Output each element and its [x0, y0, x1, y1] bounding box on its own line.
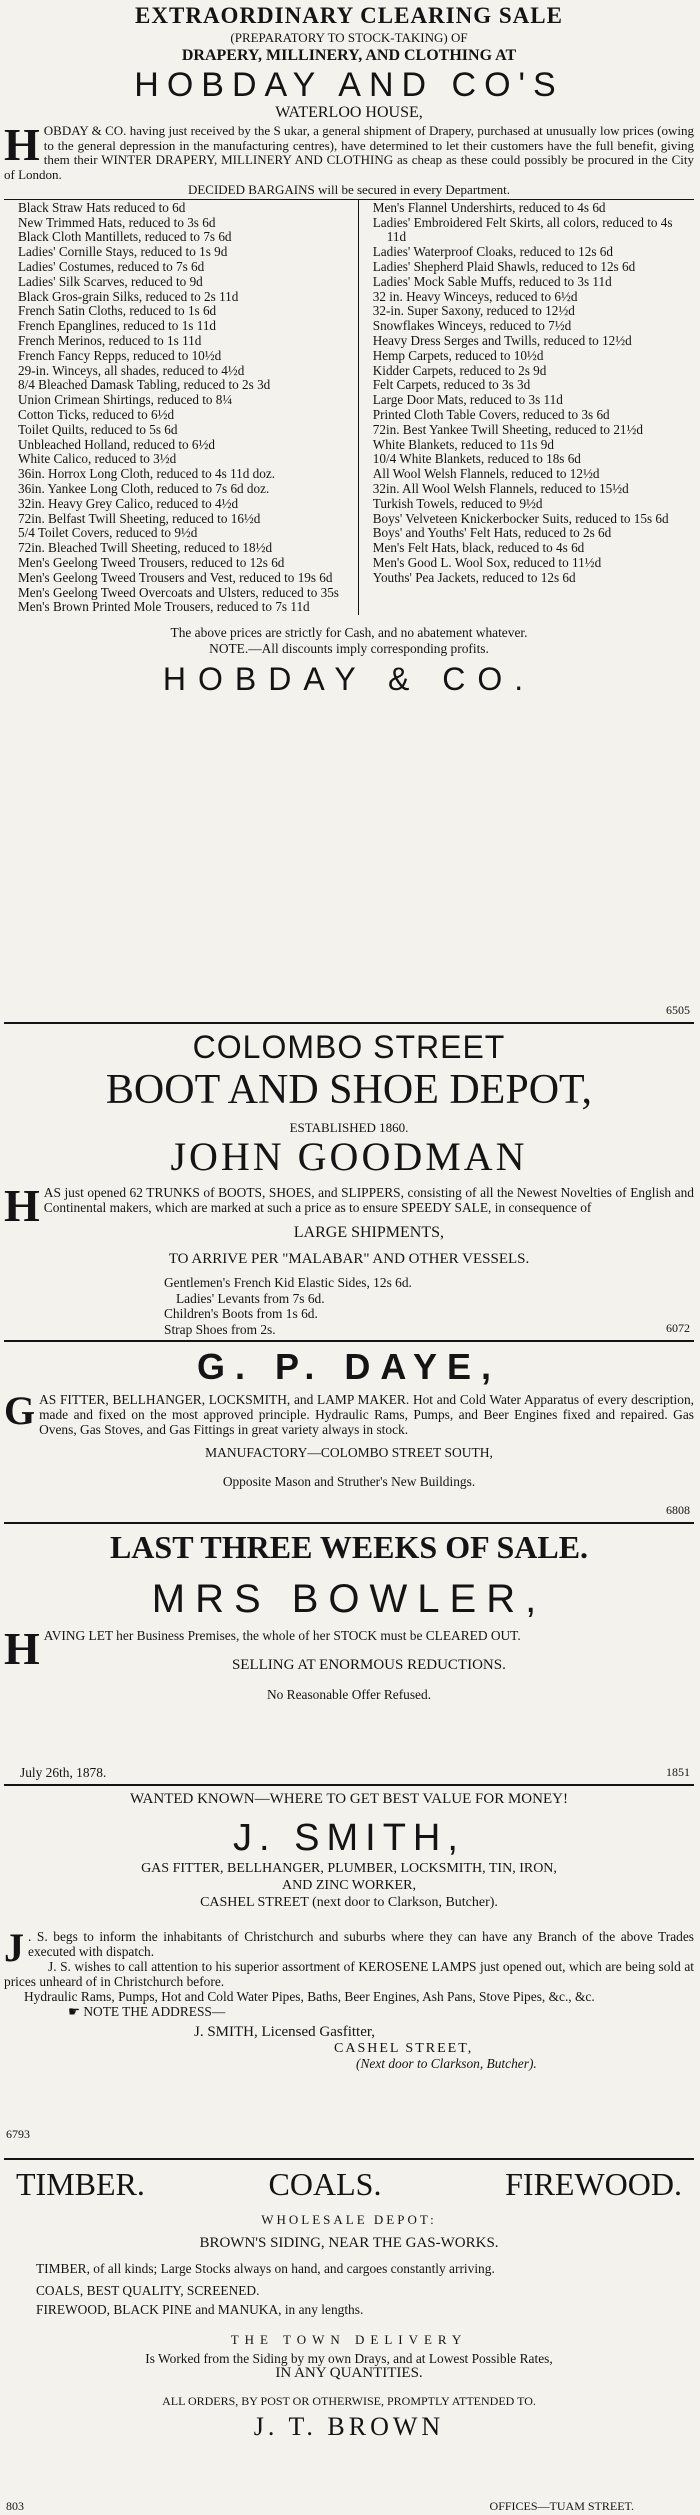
- daye-manufactory: MANUFACTORY—COLOMBO STREET SOUTH,: [205, 1445, 493, 1460]
- hobday-intro-paragraph: [4, 119, 694, 182]
- daye-text: AS FITTER, BELLHANGER, LOCKSMITH, and LAMP MAKER. Hot and Cold Water Apparatus of every description, made and fixed on the most approved principle. Hydraulic Rams, Pumps, and Beer Engines fixed and repaired. Gas Ovens, Gas Stoves, and Gas Fittings in great variety always in stock.: [39, 1392, 694, 1437]
- hobday-note: NOTE.—All discounts imply corresponding profits.: [209, 640, 489, 656]
- price-list-item: Hemp Carpets, reduced to 10½d: [372, 347, 544, 363]
- hobday-bargains-line: DECIDED BARGAINS will be secured in every Department.: [187, 182, 511, 198]
- bowler-date: July 26th, 1878.: [20, 1764, 107, 1780]
- boot-depot-title: BOOT AND SHOE DEPOT,: [105, 1067, 593, 1113]
- boot-established: ESTABLISHED 1860.: [289, 1120, 409, 1135]
- price-list-item: Black Straw Hats reduced to 6d: [18, 199, 186, 215]
- hobday-price-columns: [4, 199, 694, 615]
- daye-paragraph: [4, 1388, 694, 1437]
- hobday-right-price-list: [359, 200, 694, 615]
- daye-drop-capital: G: [4, 1388, 36, 1433]
- price-list-item: White Calico, reduced to 3½d: [18, 451, 177, 467]
- daye-reference-number: 6808: [666, 1502, 690, 1517]
- hobday-intro-text: OBDAY & CO. having just received by the S ukar, a general shipment of Drapery, purchased at unusually low prices (owing to the general depression in the manufacturing centres), have determined to let their customers have the full benefit, giving them their WINTER DRAPERY, MILLINERY AND CLOTHING as cheap as these could possibly be procured in the City of London.: [4, 123, 694, 182]
- price-list-item: French Satin Cloths, reduced to 1s 6d: [18, 303, 217, 319]
- price-list-item: Unbleached Holland, reduced to 6½d: [18, 436, 216, 452]
- smith-reference-number: 6793: [6, 2126, 30, 2141]
- brown-headline-coals: COALS.: [268, 2166, 382, 2202]
- price-list-item: Black Gros-grain Silks, reduced to 2s 11d: [18, 288, 239, 304]
- boot-item: Children's Boots from 1s 6d.: [164, 1306, 318, 1322]
- brown-worked-line: Is Worked from the Siding by my own Drays, and at Lowest Possible Rates,: [145, 2351, 553, 2367]
- smith-signature: J. SMITH, Licensed Gasfitter,: [194, 2024, 376, 2041]
- price-list-item: 32-in. Super Saxony, reduced to 12½d: [372, 303, 575, 319]
- price-list-item: New Trimmed Hats, reduced to 3s 6d: [18, 214, 216, 230]
- price-list-item: 36in. Horrox Long Cloth, reduced to 4s 11d doz.: [18, 466, 275, 482]
- hobday-headline: EXTRAORDINARY CLEARING SALE: [135, 3, 563, 28]
- pointing-hand-icon: ☛: [68, 2004, 81, 2019]
- price-list-item: 32 in. Heavy Winceys, reduced to 6½d: [372, 288, 578, 304]
- smith-paragraph-1: . S. begs to inform the inhabitants of Christchurch and suburbs where they can have any Branch of the above Trades executed with dispatch.: [28, 1929, 694, 1959]
- boot-price-list: [164, 1275, 694, 1337]
- price-list-item: Men's Flannel Undershirts, reduced to 4s 6d: [372, 199, 606, 215]
- price-list-item: Boys' and Youths' Felt Hats, reduced to 2s 6d: [372, 525, 612, 541]
- brown-headline: [4, 2164, 694, 2204]
- price-list-item: Ladies' Mock Sable Muffs, reduced to 3s 11d: [372, 273, 612, 289]
- price-list-item: Black Cloth Mantillets, reduced to 7s 6d: [18, 229, 232, 245]
- price-list-item: All Wool Welsh Flannels, reduced to 12½d: [372, 466, 600, 482]
- price-list-item: Cotton Ticks, reduced to 6½d: [18, 406, 175, 422]
- bowler-text: AVING LET her Business Premises, the whole of her STOCK must be CLEARED OUT.: [43, 1628, 521, 1643]
- smith-next-door: (Next door to Clarkson, Butcher).: [356, 2056, 537, 2072]
- price-list-item: Heavy Dress Serges and Twills, reduced to 12½d: [372, 332, 632, 348]
- price-list-item: Union Crimean Shirtings, reduced to 8¼: [18, 392, 233, 408]
- hobday-subtitle: (PREPARATORY TO STOCK-TAKING) OF: [230, 30, 468, 45]
- daye-name: G. P. DAYE,: [196, 1346, 502, 1387]
- price-list-item: 32in. Heavy Grey Calico, reduced to 4½d: [18, 495, 239, 511]
- price-list-item: 10/4 White Blankets, reduced to 18s 6d: [372, 451, 581, 467]
- price-list-item: Men's Brown Printed Mole Trousers, reduced to 7s 11d: [18, 599, 310, 615]
- boot-proprietor-name: JOHN GOODMAN: [170, 1134, 528, 1180]
- divider-rule: [4, 1340, 694, 1342]
- price-list-item: Ladies' Cornille Stays, reduced to 1s 9d: [18, 244, 228, 260]
- smith-note-line: [68, 2004, 694, 2019]
- bowler-drop-capital: H: [4, 1623, 40, 1674]
- price-list-item: 72in. Belfast Twill Sheeting, reduced to 16½d: [18, 510, 261, 526]
- boot-drop-capital: H: [4, 1180, 40, 1232]
- boot-intro-text: AS just opened 62 TRUNKS of BOOTS, SHOES, and SLIPPERS, consisting of all the Newest Novelties of English and Continental makers, which are marked at such a price as to ensure SPEEDY SALE, in consequence of: [43, 1185, 694, 1216]
- price-list-item: Ladies' Costumes, reduced to 7s 6d: [18, 258, 205, 274]
- brown-siding-line: BROWN'S SIDING, NEAR THE GAS-WORKS.: [199, 2235, 499, 2252]
- bowler-advertisement: [4, 1526, 694, 1782]
- smith-drop-capital: J: [4, 1925, 24, 1970]
- smith-paragraph-2: J. S. wishes to call attention to his superior assortment of KEROSENE LAMPS just opened out, which are being sold at prices unheard of in Christchurch before.: [4, 1959, 694, 1989]
- hobday-advertisement: [4, 2, 694, 1020]
- hobday-department-line: DRAPERY, MILLINERY, AND CLOTHING AT: [181, 47, 517, 64]
- price-list-item: 36in. Yankee Long Cloth, reduced to 7s 6d doz.: [18, 480, 270, 496]
- smith-address: CASHEL STREET (next door to Clarkson, Butcher).: [200, 1895, 498, 1910]
- price-list-item: Toilet Quilts, reduced to 5s 6d: [18, 421, 178, 437]
- price-list-item: 29-in. Winceys, all shades, reduced to 4½d: [18, 362, 245, 378]
- hobday-house-name: WATERLOO HOUSE,: [275, 104, 423, 121]
- brown-delivery-heading: THE TOWN DELIVERY: [230, 2331, 468, 2347]
- price-list-item: Men's Good L. Wool Sox, reduced to 11½d: [372, 554, 602, 570]
- bowler-reference-number: 1851: [666, 1764, 690, 1779]
- boot-item: Ladies' Levants from 7s 6d.: [176, 1290, 325, 1306]
- bowler-headline: LAST THREE WEEKS OF SALE.: [109, 1529, 589, 1565]
- smith-street: CASHEL STREET,: [334, 2040, 474, 2056]
- smith-note: NOTE THE ADDRESS—: [83, 2004, 226, 2019]
- price-list-item: 8/4 Bleached Damask Tabling, reduced to 2s 3d: [18, 377, 271, 393]
- price-list-item: French Merinos, reduced to 1s 11d: [18, 332, 202, 348]
- price-list-item: Men's Geelong Tweed Trousers, reduced to 12s 6d: [18, 554, 285, 570]
- price-list-item: Large Door Mats, reduced to 3s 11d: [372, 392, 563, 408]
- price-list-item: Turkish Towels, reduced to 9½d: [372, 495, 543, 511]
- bowler-selling-line: SELLING AT ENORMOUS REDUCTIONS.: [231, 1657, 506, 1673]
- boot-street-heading: COLOMBO STREET: [192, 1029, 506, 1065]
- smith-trades-line-2: AND ZINC WORKER,: [282, 1878, 416, 1893]
- brown-firewood-line: FIREWOOD, BLACK PINE and MANUKA, in any lengths.: [36, 2302, 364, 2318]
- price-list-item: Kidder Carpets, reduced to 2s 9d: [372, 362, 547, 378]
- boot-arrival-line: TO ARRIVE PER "MALABAR" AND OTHER VESSELS.: [168, 1251, 530, 1268]
- brown-signature: J. T. BROWN: [253, 2412, 445, 2442]
- daye-advertisement: [4, 1346, 694, 1520]
- boot-intro-paragraph: [4, 1180, 694, 1232]
- boot-item: Strap Shoes from 2s.: [164, 1321, 276, 1337]
- price-list-item: Men's Geelong Tweed Trousers and Vest, reduced to 19s 6d: [18, 569, 333, 585]
- price-list-item: French Fancy Repps, reduced to 10½d: [18, 347, 222, 363]
- price-list-item: Snowflakes Winceys, reduced to 7½d: [372, 318, 572, 334]
- hobday-signature: HOBDAY & CO.: [162, 660, 536, 697]
- daye-location: Opposite Mason and Struther's New Buildings.: [222, 1474, 476, 1490]
- hobday-reference-number: 6505: [666, 1002, 690, 1017]
- price-list-item: Boys' Velveteen Knickerbocker Suits, reduced to 15s 6d: [372, 510, 669, 526]
- hobday-drop-capital: H: [4, 119, 40, 170]
- smith-trades-line: GAS FITTER, BELLHANGER, PLUMBER, LOCKSMITH, TIN, IRON,: [141, 1861, 557, 1876]
- price-list-item: 72in. Best Yankee Twill Sheeting, reduced to 21½d: [372, 421, 643, 437]
- bowler-name: MRS BOWLER,: [151, 1577, 547, 1621]
- brown-coals-line: COALS, BEST QUALITY, SCREENED.: [36, 2282, 260, 2298]
- price-list-item: Ladies' Embroidered Felt Skirts, all colors, reduced to 4s 11d: [372, 214, 673, 245]
- hobday-cash-terms: The above prices are strictly for Cash, and no abatement whatever.: [170, 625, 528, 641]
- divider-rule: [4, 1522, 694, 1524]
- divider-rule: [4, 2158, 694, 2160]
- brown-advertisement: [4, 2164, 694, 2514]
- brown-orders-line: ALL ORDERS, BY POST OR OTHERWISE, PROMPTLY ATTENDED TO.: [162, 2393, 536, 2408]
- price-list-item: French Epanglines, reduced to 1s 11d: [18, 318, 217, 334]
- price-list-item: Ladies' Shepherd Plaid Shawls, reduced to 12s 6d: [372, 258, 636, 274]
- brown-offices: OFFICES—TUAM STREET.: [489, 2498, 634, 2513]
- boot-shipments: LARGE SHIPMENTS,: [293, 1224, 444, 1242]
- boot-item: Gentlemen's French Kid Elastic Sides, 12s 6d.: [164, 1275, 412, 1291]
- price-list-item: White Blankets, reduced to 11s 9d: [372, 436, 554, 452]
- brown-headline-timber: TIMBER.: [16, 2166, 145, 2202]
- brown-timber-line: TIMBER, of all kinds; Large Stocks always on hand, and cargoes constantly arriving.: [36, 2261, 495, 2277]
- smith-wanted-line: WANTED KNOWN—WHERE TO GET BEST VALUE FOR MONEY!: [130, 1791, 568, 1807]
- price-list-item: Men's Felt Hats, black, reduced to 4s 6d: [372, 540, 585, 556]
- smith-paragraphs: [4, 1925, 694, 2004]
- price-list-item: Printed Cloth Table Covers, reduced to 3s 6d: [372, 406, 610, 422]
- smith-name: J. SMITH,: [233, 1817, 465, 1859]
- divider-rule: [4, 1022, 694, 1024]
- brown-depot-label: WHOLESALE DEPOT:: [261, 2212, 437, 2227]
- price-list-item: Youths' Pea Jackets, reduced to 12s 6d: [372, 569, 576, 585]
- hobday-left-price-list: [4, 200, 359, 615]
- brown-quantities-line: IN ANY QUANTITIES.: [275, 2365, 423, 2382]
- price-list-item: 5/4 Toilet Covers, reduced to 9½d: [18, 525, 198, 541]
- price-list-item: Men's Geelong Tweed Overcoats and Ulsters, reduced to 35s: [18, 584, 339, 600]
- brown-reference-number: 803: [6, 2498, 24, 2513]
- brown-headline-firewood: FIREWOOD.: [505, 2166, 682, 2202]
- price-list-item: Ladies' Waterproof Cloaks, reduced to 12s 6d: [372, 244, 613, 260]
- price-list-item: 32in. All Wool Welsh Flannels, reduced to 15½d: [372, 480, 629, 496]
- smith-advertisement: [4, 1788, 694, 2156]
- price-list-item: 72in. Bleached Twill Sheeting, reduced to 18½d: [18, 540, 273, 556]
- boot-reference-number: 6072: [666, 1320, 690, 1335]
- hobday-firm-name: HOBDAY AND CO'S: [134, 66, 564, 104]
- smith-paragraph-3: Hydraulic Rams, Pumps, Hot and Cold Water Pipes, Baths, Beer Engines, Ash Pans, Stove Pipes, &c., &c.: [24, 1989, 595, 2004]
- price-list-item: Ladies' Silk Scarves, reduced to 9d: [18, 273, 203, 289]
- bowler-offer-line: No Reasonable Offer Refused.: [266, 1687, 432, 1702]
- boot-depot-advertisement: [4, 1028, 694, 1338]
- price-list-item: Felt Carpets, reduced to 3s 3d: [372, 377, 531, 393]
- divider-rule: [4, 1784, 694, 1786]
